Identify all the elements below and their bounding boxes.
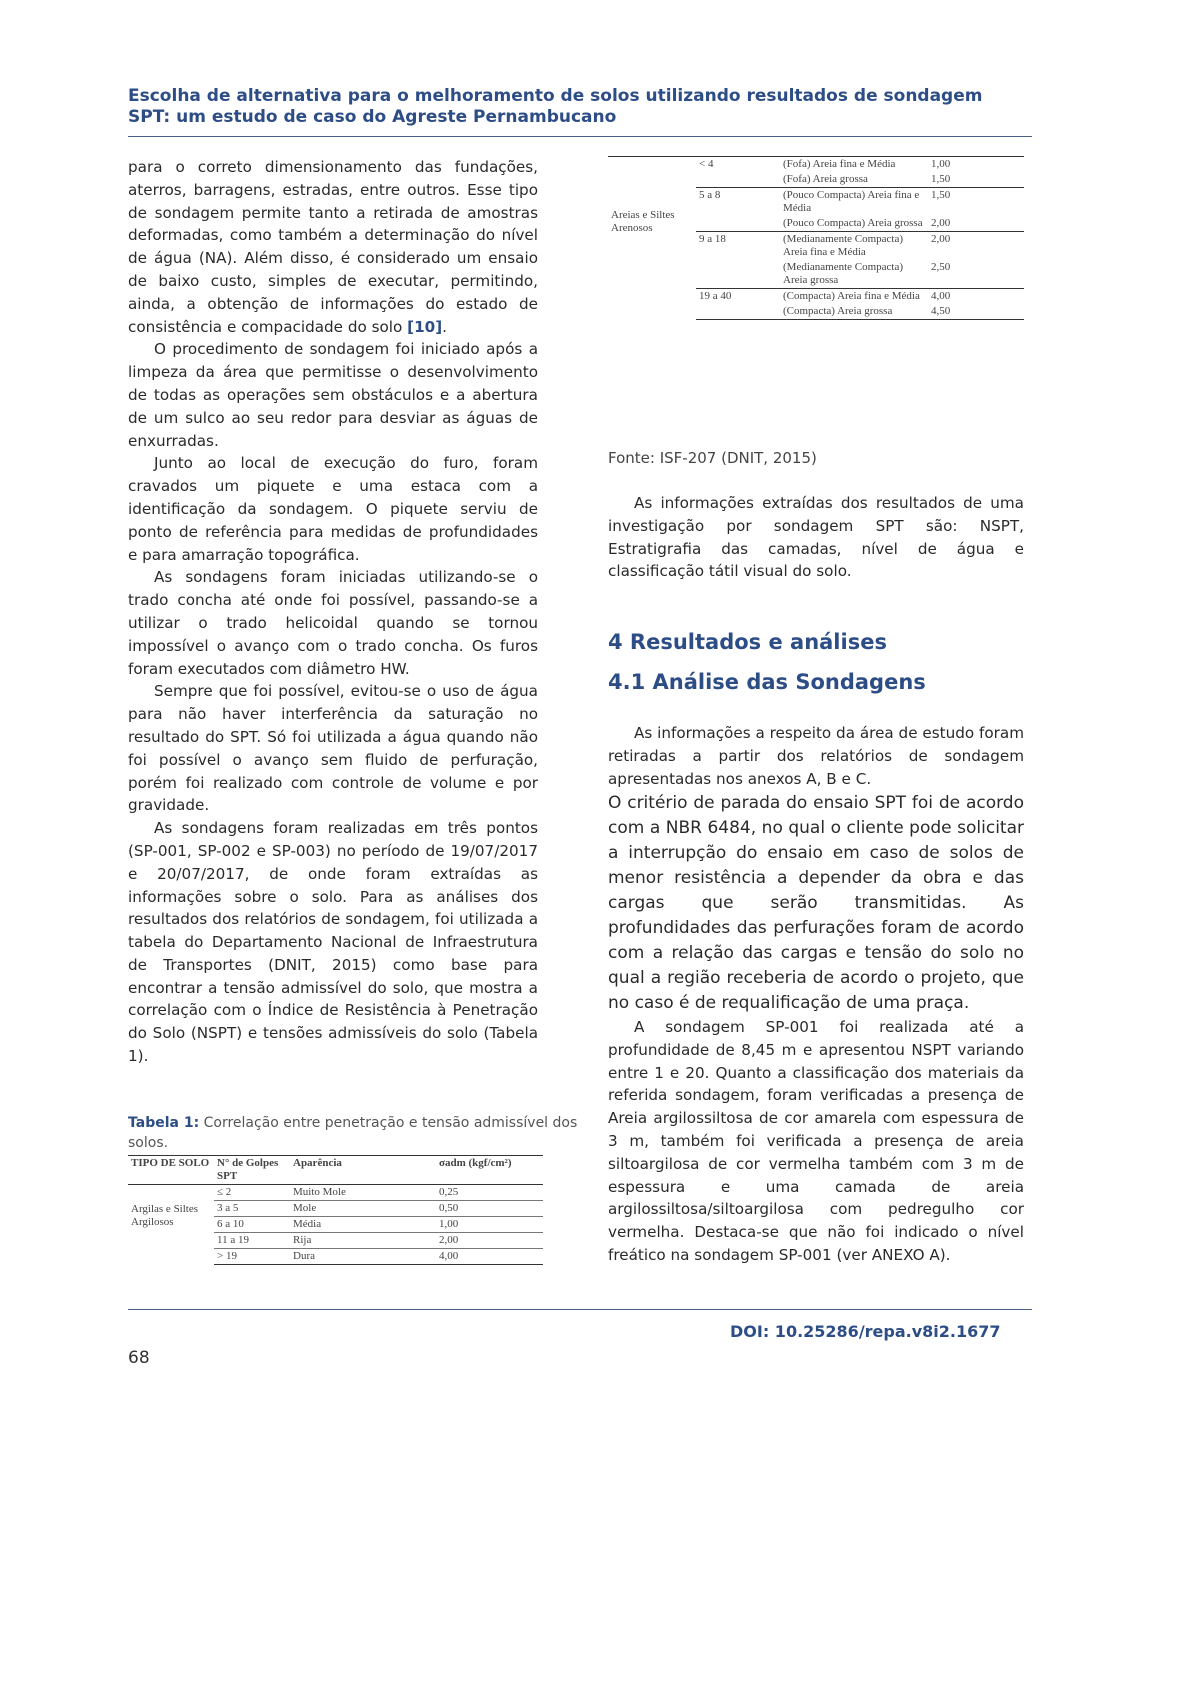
table-cell: 1,50 <box>928 172 1024 188</box>
table-cell: Mole <box>290 1201 436 1217</box>
table-header: N° de Golpes SPT <box>214 1156 290 1185</box>
paragraph: As informações extraídas dos resultados de uma investigação por sondagem SPT são: NSPT, Estratigrafia das camadas, nível de água e classificação tátil visual do solo. <box>608 494 1024 581</box>
paragraph: Sempre que foi possível, evitou-se o uso de água para não haver interferência da saturação no resultado do SPT. Só foi utilizada a água quando não foi possível o avanço sem fluido de perfuração, porém foi realizado com controle de volume e por gravidade. <box>128 682 538 815</box>
table-cell: 4,00 <box>436 1249 543 1265</box>
table-cell: (Medianamente Compacta) Areia grossa <box>780 260 928 289</box>
table-caption <box>128 1113 588 1153</box>
table-1 <box>128 1155 543 1265</box>
table-cell: 4,50 <box>928 304 1024 320</box>
table-header: Aparência <box>290 1156 436 1185</box>
table-caption-label: Tabela 1: <box>128 1115 200 1131</box>
paragraph-text: . <box>442 317 447 336</box>
table-group-label: Areias e Siltes Arenosos <box>608 157 696 320</box>
paragraph: A sondagem SP-001 foi realizada até a profundidade de 8,45 m e apresentou NSPT variando entre 1 e 20. Quanto a classificação dos materiais da referida sondagem, foram verificadas a presença de Areia argilossiltosa de cor amarela com espessura de 3 m, também foi verificada a presença de areia siltoargilosa de cor vermelha também com 3 m de espessura e uma camada de areia argilossiltosa/siltoargilosa com pedregulho cor vermelha. Destaca-se que não foi indicado o nível freático na sondagem SP-001 (ver ANEXO A). <box>608 1018 1024 1264</box>
table-cell: 11 a 19 <box>214 1233 290 1249</box>
table-cell: (Fofa) Areia fina e Média <box>780 157 928 173</box>
citation-link[interactable]: [10] <box>407 317 443 336</box>
table-source: Fonte: ISF-207 (DNIT, 2015) <box>608 449 817 467</box>
table-cell: 2,50 <box>928 260 1024 289</box>
table-cell: 2,00 <box>931 233 951 245</box>
table-cell: (Pouco Compacta) Areia grossa <box>780 216 928 232</box>
paragraph: As sondagens foram realizadas em três pontos (SP-001, SP-002 e SP-003) no período de 19/07/2017 e 20/07/2017, de onde foram extraídas as informações sobre o solo. Para as análises dos resultados dos relatórios de sondagem, foi utilizada a tabela do Departamento Nacional de Infraestrutura de Transportes (DNIT, 2015) como base para encontrar a tensão admissível do solo, que mostra a correlação com o Índice de Resistência à Penetração do Solo (NSPT) e tensões admissíveis do solo (Tabela 1). <box>128 819 538 1066</box>
right-column-body <box>608 722 1024 1267</box>
table-cell: 1,00 <box>928 157 1024 173</box>
table-cell: 0,25 <box>436 1185 543 1201</box>
table-cell: > 19 <box>214 1249 290 1265</box>
table-cell: (Medianamente Compacta) Areia fina e Média <box>783 233 904 258</box>
table-cell: 1,50 <box>931 189 951 201</box>
table-cell: (Compacta) Areia fina e Média <box>783 290 920 302</box>
paragraph-text: para o correto dimensionamento das fundações, aterros, barragens, estradas, entre outros. Esse tipo de sondagem permite tanto a retirada de amostras deformadas, como também a determinação do nível de água (NA). Além disso, é considerado um ensaio de baixo custo, simples de executar, permitindo, ainda, a obtenção de informações do estado de consistência e compacidade do solo <box>128 158 538 336</box>
table-cell: Dura <box>290 1249 436 1265</box>
table-cell: 3 a 5 <box>214 1201 290 1217</box>
table-1-continuation <box>608 156 1024 320</box>
table-cell: 2,00 <box>928 216 1024 232</box>
section-heading: 4 Resultados e análises <box>608 630 887 654</box>
table-cell: (Fofa) Areia grossa <box>780 172 928 188</box>
paragraph: As informações a respeito da área de estudo foram retiradas a partir dos relatórios de sondagem apresentadas nos anexos A, B e C. <box>608 724 1024 788</box>
paragraph: As sondagens foram iniciadas utilizando-se o trado concha até onde foi possível, passando-se a utilizar o trado helicoidal quando se tornou impossível o avanço com o trado concha. Os furos foram executados com diâmetro HW. <box>128 568 538 678</box>
doi-link[interactable]: DOI: 10.25286/repa.v8i2.1677 <box>730 1322 1001 1341</box>
table-cell: 9 a 18 <box>696 232 780 289</box>
table-cell: Média <box>290 1217 436 1233</box>
table-cell: 0,50 <box>436 1201 543 1217</box>
table-cell: 6 a 10 <box>214 1217 290 1233</box>
paragraph <box>128 156 538 338</box>
table-cell: Muito Mole <box>290 1185 436 1201</box>
page-number: 68 <box>128 1348 150 1368</box>
running-header-title: Escolha de alternativa para o melhoramento de solos utilizando resultados de sondagem SPT: um estudo de caso do Agreste Pernambucano <box>128 86 983 127</box>
table-cell: 1,00 <box>436 1217 543 1233</box>
table-header: TIPO DE SOLO <box>128 1156 214 1185</box>
right-column-intro <box>608 492 1024 583</box>
footer-divider <box>128 1309 1032 1310</box>
table-group-label: Argilas e Siltes Argilosos <box>131 1203 199 1228</box>
table-cell: (Pouco Compacta) Areia fina e Média <box>783 189 920 214</box>
table-cell: 2,00 <box>436 1233 543 1249</box>
paragraph: Junto ao local de execução do furo, foram cravados um piquete e uma estaca com a identificação da sondagem. O piquete serviu de ponto de referência para medidas de profundidades e para amarração topográfica. <box>128 454 538 564</box>
table-cell: 5 a 8 <box>696 188 780 232</box>
table-cell: Rija <box>290 1233 436 1249</box>
table-cell: 4,00 <box>931 290 951 302</box>
paragraph: O critério de parada do ensaio SPT foi de acordo com a NBR 6484, no qual o cliente pode solicitar a interrupção do ensaio em caso de solos de menor resistência a depender da obra e das cargas que serão transmitidas. As profundidades das perfurações foram de acordo com a relação das cargas e tensão do solo no qual a região receberia de acordo o projeto, que no caso é de requalificação de uma praça. <box>608 793 1024 1013</box>
subsection-heading: 4.1 Análise das Sondagens <box>608 670 926 694</box>
table-header: σadm (kgf/cm²) <box>436 1156 543 1185</box>
left-column <box>128 156 538 1068</box>
table-cell: < 4 <box>696 157 780 188</box>
table-cell: ≤ 2 <box>214 1185 290 1201</box>
table-cell: 19 a 40 <box>696 289 780 320</box>
table-caption-text: Correlação entre penetração e tensão admissível dos solos. <box>128 1115 578 1151</box>
paragraph: O procedimento de sondagem foi iniciado após a limpeza da área que permitisse o desenvolvimento de todas as operações sem obstáculos e a abertura de um sulco ao seu redor para desviar as águas de enxurradas. <box>128 340 538 450</box>
header-divider <box>128 136 1032 137</box>
table-cell: (Compacta) Areia grossa <box>780 304 928 320</box>
